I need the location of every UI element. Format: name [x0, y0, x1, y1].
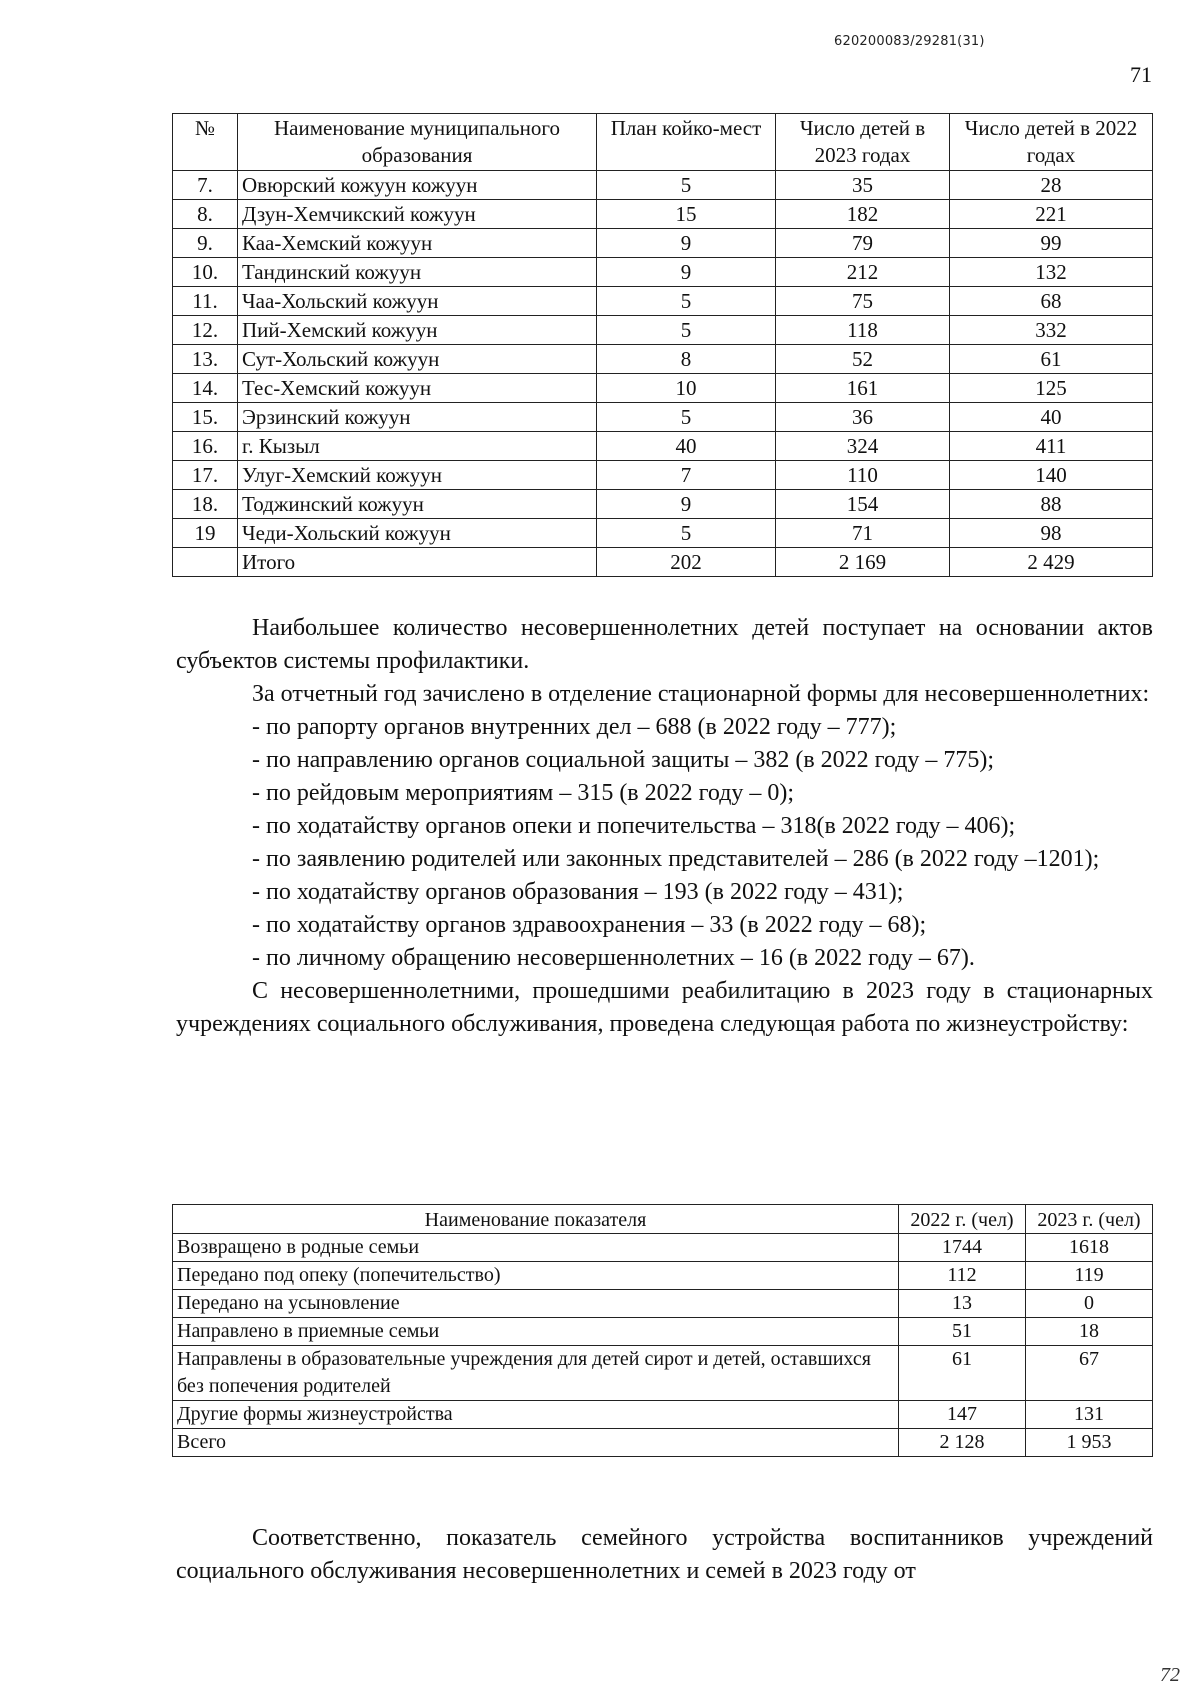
list-item: - по рейдовым мероприятиям – 315 (в 2022 году – 0); — [252, 780, 795, 806]
header-2023: 2023 г. (чел) — [1026, 1205, 1153, 1234]
row-number: 13. — [173, 345, 238, 374]
table-row — [173, 1318, 1153, 1346]
table-row — [173, 200, 1153, 229]
list-item: - по рапорту органов внутренних дел – 688 (в 2022 году – 777); — [252, 714, 897, 740]
value-2022: 2 128 — [899, 1429, 1026, 1457]
table-header-row — [173, 1205, 1153, 1234]
municipality-name: Пий-Хемский кожуун — [238, 316, 597, 345]
row-number: 17. — [173, 461, 238, 490]
children-2023: 71 — [776, 519, 950, 548]
children-2022: 132 — [950, 258, 1153, 287]
corner-page-mark: 72 — [1160, 1664, 1180, 1686]
bed-plan: 5 — [597, 287, 776, 316]
value-2023: 1618 — [1026, 1234, 1153, 1262]
table-row — [173, 287, 1153, 316]
municipality-name: Овюрский кожуун кожуун — [238, 171, 597, 200]
children-2023: 2 169 — [776, 548, 950, 577]
children-2022: 98 — [950, 519, 1153, 548]
table-row — [173, 1429, 1153, 1457]
value-2023: 67 — [1026, 1346, 1153, 1401]
indicator-name: Направлены в образовательные учреждения для детей сирот и детей, оставшихся без попечения родителей — [173, 1346, 899, 1401]
list-item: - по ходатайству органов опеки и попечительства – 318(в 2022 году – 406); — [252, 813, 1016, 839]
table-row — [173, 171, 1153, 200]
children-2023: 161 — [776, 374, 950, 403]
children-2023: 79 — [776, 229, 950, 258]
row-number: 9. — [173, 229, 238, 258]
municipality-name: Тес-Хемский кожуун — [238, 374, 597, 403]
closing-section — [176, 1522, 1153, 1588]
row-number: 10. — [173, 258, 238, 287]
table-row — [173, 316, 1153, 345]
bed-plan: 9 — [597, 229, 776, 258]
value-2022: 61 — [899, 1346, 1026, 1401]
row-number: 7. — [173, 171, 238, 200]
bed-plan: 15 — [597, 200, 776, 229]
children-2022: 40 — [950, 403, 1153, 432]
municipality-name: Улуг-Хемский кожуун — [238, 461, 597, 490]
indicator-name: Передано на усыновление — [173, 1290, 899, 1318]
children-2023: 52 — [776, 345, 950, 374]
table-row — [173, 374, 1153, 403]
value-2022: 1744 — [899, 1234, 1026, 1262]
table-row — [173, 490, 1153, 519]
children-2022: 411 — [950, 432, 1153, 461]
table-row — [173, 1346, 1153, 1401]
bed-plan: 202 — [597, 548, 776, 577]
children-2022: 28 — [950, 171, 1153, 200]
children-2022: 221 — [950, 200, 1153, 229]
table-row — [173, 229, 1153, 258]
row-number — [173, 548, 238, 577]
municipality-name: Каа-Хемский кожуун — [238, 229, 597, 258]
table-row — [173, 1262, 1153, 1290]
bed-plan: 5 — [597, 519, 776, 548]
bed-plan: 5 — [597, 403, 776, 432]
paragraph-rehabilitation: С несовершеннолетними, прошедшими реабилитацию в 2023 году в стационарных учреждениях социального обслуживания, проведена следующая работа по жизнеустройству: — [176, 978, 1153, 1037]
value-2022: 51 — [899, 1318, 1026, 1346]
paragraph-enrolled-intro: За отчетный год зачислено в отделение стационарной формы для несовершеннолетних: — [252, 681, 1150, 707]
value-2023: 131 — [1026, 1401, 1153, 1429]
children-2022: 2 429 — [950, 548, 1153, 577]
children-2022: 332 — [950, 316, 1153, 345]
bed-plan: 9 — [597, 490, 776, 519]
document-code: 620200083/29281(31) — [834, 34, 985, 49]
page-number: 71 — [1130, 62, 1152, 87]
list-item: - по направлению органов социальной защиты – 382 (в 2022 году – 775); — [252, 747, 995, 773]
table-header-row — [173, 114, 1153, 171]
table-row — [173, 548, 1153, 577]
municipality-name: г. Кызыл — [238, 432, 597, 461]
children-2023: 75 — [776, 287, 950, 316]
municipality-name: Тандинский кожуун — [238, 258, 597, 287]
bed-plan: 40 — [597, 432, 776, 461]
indicator-name: Передано под опеку (попечительство) — [173, 1262, 899, 1290]
children-2023: 35 — [776, 171, 950, 200]
list-item: - по заявлению родителей или законных представителей – 286 (в 2022 году –1201); — [252, 846, 1100, 872]
list-item: - по ходатайству органов образования – 193 (в 2022 году – 431); — [252, 879, 904, 905]
row-number: 12. — [173, 316, 238, 345]
row-number: 16. — [173, 432, 238, 461]
enrollment-list — [176, 711, 1153, 975]
bed-plan: 7 — [597, 461, 776, 490]
table-row — [173, 519, 1153, 548]
indicator-name: Направлено в приемные семьи — [173, 1318, 899, 1346]
value-2023: 18 — [1026, 1318, 1153, 1346]
value-2023: 0 — [1026, 1290, 1153, 1318]
row-number: 8. — [173, 200, 238, 229]
municipality-name: Чеди-Хольский кожуун — [238, 519, 597, 548]
list-item: - по личному обращению несовершеннолетних – 16 (в 2022 году – 67). — [252, 945, 975, 971]
table-row — [173, 403, 1153, 432]
table-row — [173, 1401, 1153, 1429]
children-2023: 182 — [776, 200, 950, 229]
paragraph-most-children: Наибольшее количество несовершеннолетних детей поступает на основании актов субъектов системы профилактики. — [176, 615, 1153, 674]
children-2022: 125 — [950, 374, 1153, 403]
header-2022: 2022 г. (чел) — [899, 1205, 1026, 1234]
row-number: 11. — [173, 287, 238, 316]
row-number: 14. — [173, 374, 238, 403]
bed-plan: 5 — [597, 171, 776, 200]
children-2023: 324 — [776, 432, 950, 461]
children-2023: 118 — [776, 316, 950, 345]
value-2022: 13 — [899, 1290, 1026, 1318]
header-children-2022: Число детей в 2022 годах — [950, 114, 1153, 171]
header-bed-plan: План койко-мест — [597, 114, 776, 171]
capacity-table — [172, 113, 1153, 577]
municipality-name: Эрзинский кожуун — [238, 403, 597, 432]
paragraph-family-placement: Соответственно, показатель семейного устройства воспитанников учреждений социального обслуживания несовершеннолетних и семей в 2023 году от — [176, 1525, 1153, 1584]
bed-plan: 9 — [597, 258, 776, 287]
children-2022: 61 — [950, 345, 1153, 374]
value-2023: 1 953 — [1026, 1429, 1153, 1457]
children-2022: 88 — [950, 490, 1153, 519]
children-2023: 212 — [776, 258, 950, 287]
header-indicator: Наименование показателя — [173, 1205, 899, 1234]
row-number: 15. — [173, 403, 238, 432]
header-number: № — [173, 114, 238, 171]
children-2023: 110 — [776, 461, 950, 490]
municipality-name: Тоджинский кожуун — [238, 490, 597, 519]
table-row — [173, 1234, 1153, 1262]
value-2022: 112 — [899, 1262, 1026, 1290]
bed-plan: 8 — [597, 345, 776, 374]
row-number: 19 — [173, 519, 238, 548]
bed-plan: 5 — [597, 316, 776, 345]
header-children-2023: Число детей в 2023 годах — [776, 114, 950, 171]
value-2023: 119 — [1026, 1262, 1153, 1290]
value-2022: 147 — [899, 1401, 1026, 1429]
placement-table — [172, 1204, 1153, 1457]
enrollment-section — [176, 612, 1153, 1041]
municipality-name: Дзун-Хемчикский кожуун — [238, 200, 597, 229]
municipality-name: Итого — [238, 548, 597, 577]
list-item: - по ходатайству органов здравоохранения – 33 (в 2022 году – 68); — [252, 912, 927, 938]
indicator-name: Всего — [173, 1429, 899, 1457]
children-2022: 68 — [950, 287, 1153, 316]
children-2023: 154 — [776, 490, 950, 519]
table-row — [173, 1290, 1153, 1318]
row-number: 18. — [173, 490, 238, 519]
children-2023: 36 — [776, 403, 950, 432]
children-2022: 99 — [950, 229, 1153, 258]
bed-plan: 10 — [597, 374, 776, 403]
municipality-name: Чаа-Хольский кожуун — [238, 287, 597, 316]
table-row — [173, 461, 1153, 490]
municipality-name: Сут-Хольский кожуун — [238, 345, 597, 374]
header-municipality: Наименование муниципального образования — [238, 114, 597, 171]
table-row — [173, 345, 1153, 374]
indicator-name: Возвращено в родные семьи — [173, 1234, 899, 1262]
table-row — [173, 258, 1153, 287]
indicator-name: Другие формы жизнеустройства — [173, 1401, 899, 1429]
children-2022: 140 — [950, 461, 1153, 490]
table-row — [173, 432, 1153, 461]
